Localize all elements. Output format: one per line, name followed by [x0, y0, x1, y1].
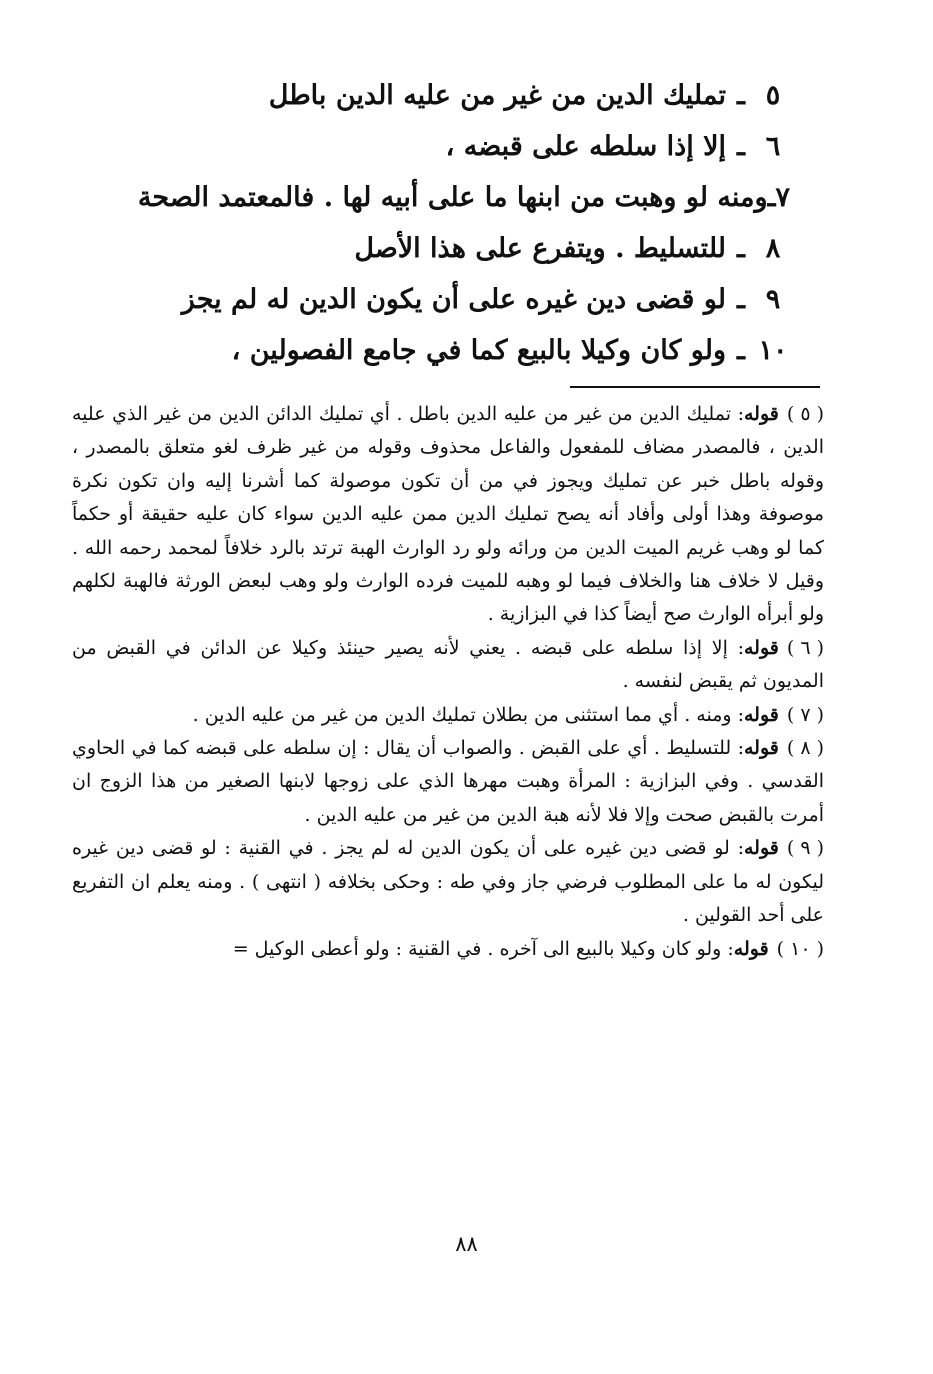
- verse-text: ومنه لو وهبت من ابنها ما على أبيه لها . فالمعتمد الصحة: [137, 182, 768, 213]
- verse-number: ٥: [765, 80, 781, 111]
- footnote-keyword: قوله: [744, 737, 779, 760]
- footnote-keyword: قوله: [744, 636, 779, 659]
- footnote-keyword: قوله: [744, 837, 779, 860]
- footnote-number: ( ٧ ): [786, 703, 824, 726]
- footnote: [72, 933, 824, 966]
- page-number: ٨٨: [455, 1232, 478, 1256]
- footnote-keyword: قوله: [733, 937, 769, 960]
- footnote: [72, 732, 824, 832]
- footnote-number: ( ٩ ): [786, 837, 824, 860]
- verse-number: ٩: [765, 284, 781, 315]
- verse-line: [150, 121, 790, 172]
- footnote-keyword: قوله: [744, 703, 779, 726]
- verse-text: لو قضى دين غيره على أن يكون الدين له لم يجز: [181, 284, 726, 315]
- footnote-separator: [570, 386, 820, 388]
- footnote-list: [72, 398, 824, 966]
- footnote-text: : تمليك الدين من غير من عليه الدين باطل . أي تمليك الدائن الدين من غير الذي عليه الدين ، فالمصدر مضاف للمفعول والفاعل محذوف وقوله من غير ظرف لغو متعلق بالمصدر ، وقوله باطل خبر عن تمليك ويجوز في من أن تكون موصولة كما أشرنا إليه وان تكون نكرة موصوفة وهذا أولى وأفاد أنه يصح تمليك الدين ممن عليه الدين سواء كان عليه حقيقة أو حكماً كما لو وهب غريم الميت الدين من ورائه ولو رد الوارث الهبة ترتد بالرد خلافاً لمحمد رحمه الله . وقيل لا خلاف هنا والخلاف فيما لو وهبه للميت فرده الوارث ولو وهب لبعض الورثة فالهبة لكلهم ولو أبرأه الوارث صح أيضاً كذا في البزازية .: [72, 403, 824, 626]
- verse-text: تمليك الدين من غير من عليه الدين باطل: [268, 80, 726, 111]
- verse-text: ولو كان وكيلا بالبيع كما في جامع الفصولين ،: [231, 335, 726, 366]
- footnote: [72, 398, 824, 632]
- verse-number: ٨: [765, 233, 781, 264]
- verse-dash: ـ: [737, 131, 745, 162]
- verse-dash: ـ: [737, 335, 745, 366]
- footnote-text: : لو قضى دين غيره على أن يكون الدين له لم يجز . في القنية : لو قضى دين غيره ليكون له ما على المطلوب فرضي جاز وفي طه : وحكى بخلافه ( انتهى ) . ومنه يعلم ان التفريع على أحد القولين .: [72, 837, 824, 927]
- footnote-number: ( ٦ ): [786, 636, 824, 659]
- verse-line: [137, 172, 790, 223]
- footnote-keyword: قوله: [744, 403, 779, 425]
- verse-line: [150, 223, 790, 274]
- verse-dash: ـ: [737, 80, 745, 111]
- verse-line: [150, 70, 790, 121]
- footnote-number: ( ٥ ): [786, 403, 824, 425]
- verse-dash: ـ: [737, 233, 745, 264]
- verse-number: ١٠: [758, 335, 788, 366]
- verse-number: ٦: [765, 131, 781, 162]
- footnote: [72, 832, 824, 932]
- verse-number: ٧: [775, 182, 790, 213]
- verse-dash: ـ: [767, 182, 776, 213]
- verse-text: إلا إذا سلطه على قبضه ،: [445, 131, 726, 162]
- footnote-text: : إلا إذا سلطه على قبضه . يعني لأنه يصير حينئذ وكيلا عن الدائن في القبض من المديون ثم يقبض لنفسه .: [72, 636, 824, 693]
- footnote: [72, 632, 824, 699]
- verse-list: [137, 70, 790, 376]
- verse-line: [150, 325, 790, 376]
- footnote-text: : للتسليط . أي على القبض . والصواب أن يقال : إن سلطه على قبضه كما في الحاوي القدسي . وفي البزازية : المرأة وهبت مهرها الذي على زوجها لابنها الصغير من هذا الزوج ان أمرت بالقبض صحت وإلا فلا لأنه هبة الدين من غير من عليه الدين .: [72, 737, 824, 826]
- footnote: [72, 699, 824, 732]
- footnote-number: ( ١٠ ): [776, 937, 824, 960]
- verse-dash: ـ: [737, 284, 745, 315]
- footnote-number: ( ٨ ): [786, 737, 824, 760]
- footnote-text: : ومنه . أي مما استثنى من بطلان تمليك الدين من غير من عليه الدين .: [192, 703, 744, 726]
- verse-line: [150, 274, 790, 325]
- verse-text: للتسليط . ويتفرع على هذا الأصل: [354, 233, 726, 264]
- footnote-text: : ولو كان وكيلا بالبيع الى آخره . في القنية : ولو أعطى الوكيل =: [232, 937, 734, 960]
